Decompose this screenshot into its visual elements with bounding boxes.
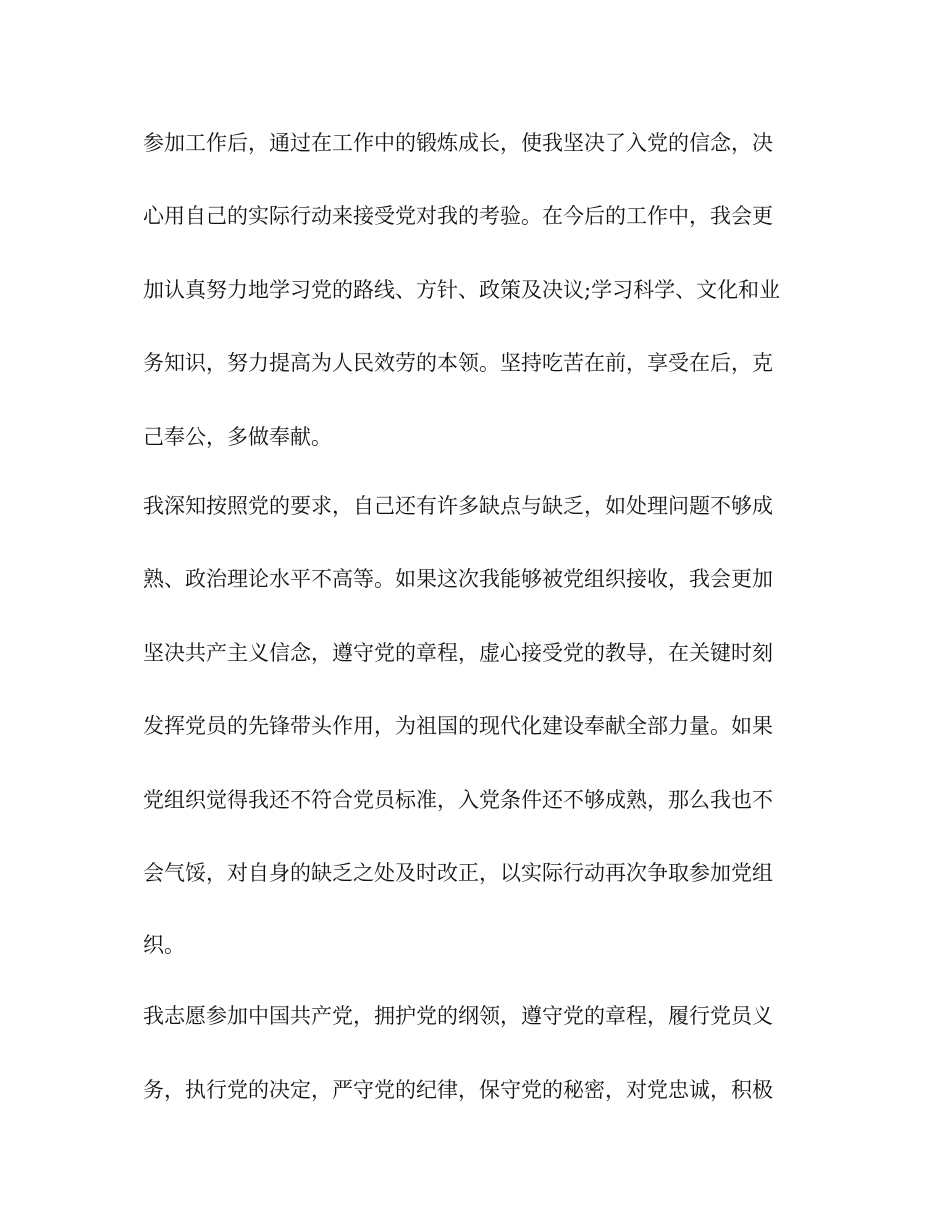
text-line-1: 参加工作后，通过在工作中的锻炼成长，使我坚决了入党的信念，决 xyxy=(143,131,773,155)
text-line-8: 坚决共产主义信念，遵守党的章程，虚心接受党的教导，在关键时刻 xyxy=(143,641,773,665)
text-line-10: 党组织觉得我还不符合党员标准，入党条件还不够成熟，那么我也不 xyxy=(143,788,773,812)
text-line-11: 会气馁，对自身的缺乏之处及时改正，以实际行动再次争取参加党组 xyxy=(143,861,773,885)
text-line-4: 务知识，努力提高为人民效劳的本领。坚持吃苦在前，享受在后，克 xyxy=(143,351,773,375)
text-line-6: 我深知按照党的要求，自己还有许多缺点与缺乏，如处理问题不够成 xyxy=(143,494,773,518)
text-line-3: 加认真努力地学习党的路线、方针、政策及决议;学习科学、文化和业 xyxy=(143,278,781,302)
text-line-14: 务，执行党的决定，严守党的纪律，保守党的秘密，对党忠诚，积极 xyxy=(143,1078,773,1102)
text-line-2: 心用自己的实际行动来接受党对我的考验。在今后的工作中，我会更 xyxy=(143,204,773,228)
text-line-9: 发挥党员的先锋带头作用，为祖国的现代化建设奉献全部力量。如果 xyxy=(143,714,773,738)
text-line-5: 己奉公，多做奉献。 xyxy=(143,425,332,449)
text-line-7: 熟、政治理论水平不高等。如果这次我能够被党组织接收，我会更加 xyxy=(143,567,773,591)
text-line-13: 我志愿参加中国共产党，拥护党的纲领，遵守党的章程，履行党员义 xyxy=(143,1004,773,1028)
text-line-12: 织。 xyxy=(143,933,185,957)
